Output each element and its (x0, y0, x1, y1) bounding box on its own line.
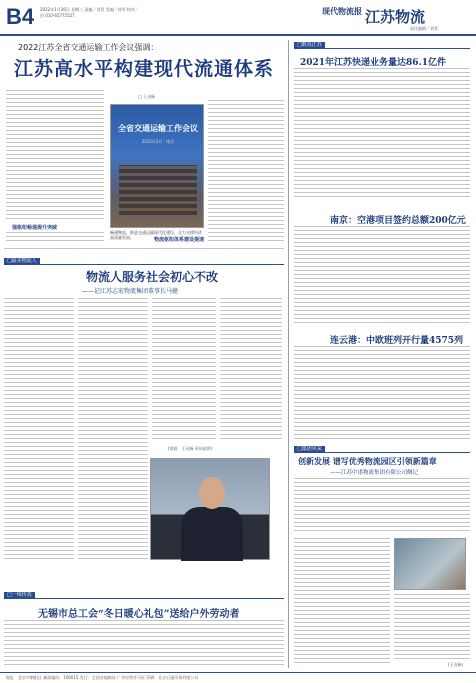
paper-name: 现代物流报 (322, 7, 362, 16)
feature-section-tag: □最美物流人 (4, 258, 40, 264)
photo-caption: 畅通物流，推进交通运输现代化建设，全力支撑经济高质量发展。 (110, 230, 202, 240)
audience-rows (119, 165, 197, 215)
bottom-rule (4, 598, 284, 599)
lead-subhead-2: 物流枢纽体系建设提速 (154, 237, 205, 243)
photo-date: 2022年1月 · 南京 (141, 139, 175, 144)
feature-body-col-4 (220, 298, 282, 440)
section-title: 江苏物流 (365, 8, 426, 26)
express-volume-headline: 2021年江苏快递业务量达86.1亿件 (300, 58, 446, 68)
portrait-figure-head (199, 477, 225, 509)
lead-body-col-1b (6, 232, 104, 242)
bottom-body (4, 620, 284, 668)
lead-byline: □ 王戎畅 (138, 94, 156, 99)
lead-story (4, 40, 284, 245)
portrait-photo (150, 458, 270, 560)
right-rule-1 (294, 48, 470, 49)
feature-body-col-1 (4, 298, 74, 560)
feature-body-col-2 (78, 298, 148, 560)
page-number: B4 (6, 4, 35, 29)
lead-subhead-1: 强枢纽畅通提升突破 (12, 225, 58, 231)
lead-body-tail (4, 248, 284, 252)
lead-headline: 江苏高水平构建现代流通体系 (14, 58, 275, 80)
page-footer: 地址：北京市朝阳区 邮政编码：100015 发行：全国各地邮局 广告经营许可证 印刷：北京日报印务有限公司 (0, 672, 476, 683)
feature-body-col-3 (152, 298, 216, 440)
conference-photo (110, 104, 204, 228)
bottom-section-tag: □一线传真 (4, 592, 35, 598)
lianyungang-body (294, 346, 470, 442)
zhongnuo-subheadline: ——江苏中诺物流集团有限公司侧记 (330, 470, 419, 476)
zhongnuo-credit: (王戎畅) (448, 662, 464, 667)
express-volume-body (294, 68, 470, 198)
zhongnuo-body-left (294, 538, 390, 666)
nanjing-body (294, 226, 470, 326)
editor-credit: 责任编辑／刘青 (410, 26, 438, 31)
photo-banner: 全省交通运输工作会议 (118, 123, 198, 133)
nanjing-headline: 南京：空港项目签约总额200亿元 (330, 216, 466, 226)
lead-kicker: 2022江苏全省交通运输工作会议强调： (18, 43, 159, 52)
feature-rule (4, 264, 284, 265)
column-divider (288, 40, 289, 668)
right-section-tag-2: □集团风采 (294, 446, 325, 452)
lead-body-col-1 (6, 90, 104, 222)
feature-subheadline: ——记江苏志宏物流集团董事长马健 (82, 288, 179, 295)
right-section-tag-1: □数说江苏 (294, 42, 325, 48)
lead-body-col-3 (208, 100, 284, 242)
issue-meta: 2022年1月26日 星期三 责编／刘青 美编／郭雪 校对／田 010-65775527 (40, 7, 139, 18)
warehouse-photo (394, 538, 466, 590)
bottom-headline: 无锡市总工会“冬日暖心礼包”送给户外劳动者 (38, 609, 240, 620)
masthead (0, 0, 476, 36)
feature-headline: 物流人服务社会初心不改 (86, 270, 219, 284)
zhongnuo-body-right (394, 594, 470, 660)
feature-credit: (图源：王戎畅 资讯提供) (168, 446, 213, 451)
portrait-figure-body (181, 507, 243, 561)
zhongnuo-body-top (294, 478, 470, 534)
lianyungang-headline: 连云港：中欧班列开行量4575列 (330, 336, 464, 346)
zhongnuo-headline: 创新发展 谱写优秀物流园区引领新篇章 (298, 456, 437, 466)
right-rule-2 (294, 452, 470, 453)
